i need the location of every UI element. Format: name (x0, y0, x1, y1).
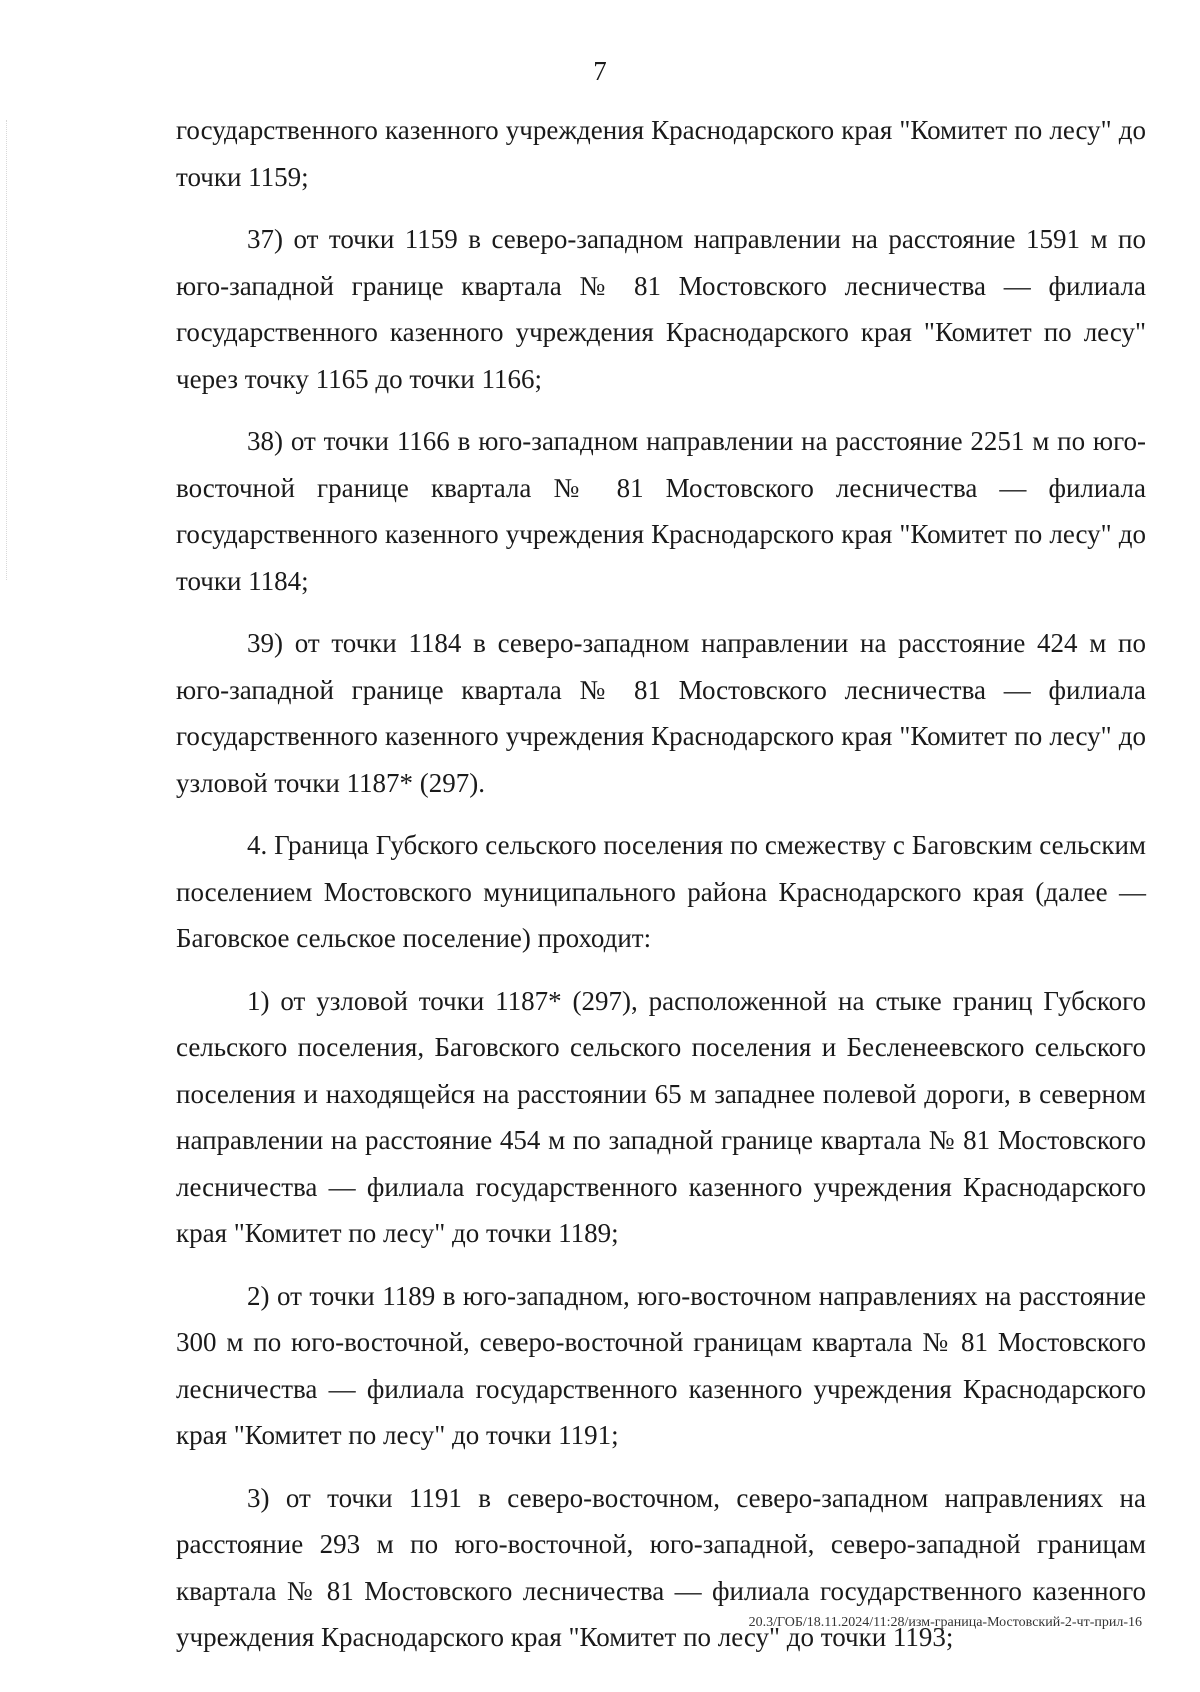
paragraph-item-1: 1) от узловой точки 1187* (297), расположенной на стыке границ Губского сельского поселения, Баговского сельского поселения и Бесленеевского сельского поселения и находящейся на расстоянии 65 м западнее полевой дороги, в северном направлении на расстояние 454 м по западной границе квартала № 81 Мостовского лесничества — филиала государственного казенного учреждения Краснодарского края "Комитет по лесу" до точки 1189; (176, 985, 1146, 1248)
paragraph-item-39: 39) от точки 1184 в северо-западном направлении на расстояние 424 м по юго-западной границе квартала № 81 Мостовского лесничества — филиала государственного казенного учреждения Краснодарского края "Комитет по лесу" до узловой точки 1187* (297). (176, 628, 1146, 798)
paragraph-section-4: 4. Граница Губского сельского поселения по смежеству с Баговским сельским поселением Мостовского муниципального района Краснодарского края (далее — Баговское сельское поселение) проходит: (176, 830, 1146, 953)
paragraph-item-37: 37) от точки 1159 в северо-западном направлении на расстояние 1591 м по юго-западной границе квартала № 81 Мостовского лесничества — филиала государственного казенного учреждения Краснодарского края "Комитет по лесу" через точку 1165 до точки 1166; (176, 224, 1146, 394)
paragraph-continuation: государственного казенного учреждения Краснодарского края "Комитет по лесу" до точки 1159; (176, 115, 1146, 192)
paragraph-item-3: 3) от точки 1191 в северо-восточном, северо-западном направлениях на расстояние 293 м по юго-восточной, юго-западной, северо-западной границам квартала № 81 Мостовского лесничества — филиала государственного казенного учреждения Краснодарского края "Комитет по лесу" до точки 1193; (176, 1482, 1146, 1652)
document-footer-code: 20.3/ГОБ/18.11.2024/11:28/изм-граница-Мостовский-2-чт-прил-16 (748, 1615, 1142, 1630)
page-number: 7 (593, 56, 607, 86)
paragraph-item-2: 2) от точки 1189 в юго-западном, юго-восточном направлениях на расстояние 300 м по юго-восточной, северо-восточной границам квартала № 81 Мостовского лесничества — филиала государственного казенного учреждения Краснодарского края "Комитет по лесу" до точки 1191; (176, 1280, 1146, 1450)
scan-edge-marks (6, 120, 8, 580)
document-body (176, 107, 1146, 1677)
paragraph-item-38: 38) от точки 1166 в юго-западном направлении на расстояние 2251 м по юго-восточной границе квартала № 81 Мостовского лесничества — филиала государственного казенного учреждения Краснодарского края "Комитет по лесу" до точки 1184; (176, 426, 1146, 596)
